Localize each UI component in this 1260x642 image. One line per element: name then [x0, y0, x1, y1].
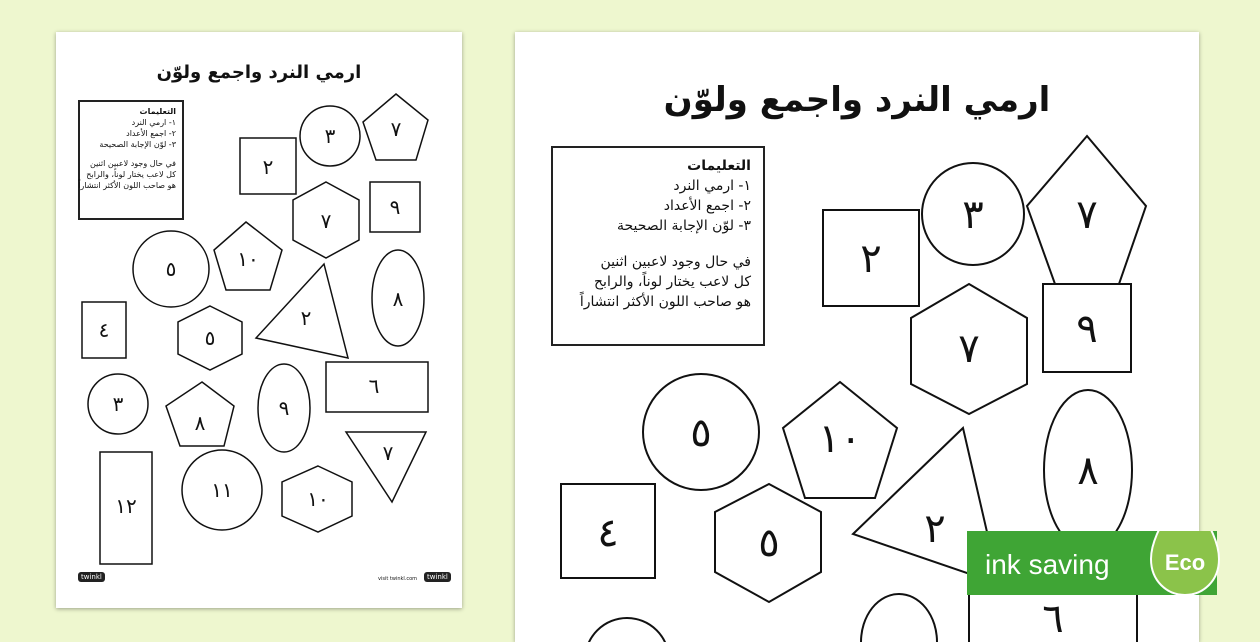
worksheet-title: ارمي النرد واجمع ولوّن: [156, 62, 362, 83]
number-label: ٩: [278, 396, 290, 420]
footer-url: visit twinkl.com: [378, 576, 418, 582]
number-label: ٣: [324, 124, 336, 148]
number-label: ٥: [758, 520, 780, 566]
worksheet-title: ارمي النرد واجمع ولوّن: [663, 80, 1051, 120]
instructions-heading: التعليمات: [687, 158, 751, 174]
number-label: ٢: [924, 506, 946, 552]
note-line-2: كل لاعب يختار لوناً، والرابح: [594, 274, 751, 290]
number-label: ٢: [300, 306, 312, 330]
number-label: ٨: [194, 411, 206, 435]
number-label: ٨: [1077, 448, 1099, 494]
number-label: ٣: [962, 192, 984, 238]
ink-saving-badge: [967, 531, 1231, 595]
step-3: ٣- لوّن الإجابة الصحيحة: [616, 218, 751, 234]
number-label: ٤: [98, 318, 110, 342]
number-label: ٥: [165, 257, 177, 281]
number-label: ١١: [211, 478, 233, 502]
step-2: ٢- اجمع الأعداد: [126, 129, 176, 138]
note-line-2: كل لاعب يختار لوناً، والرابح: [86, 170, 176, 179]
step-1: ١- ارمي النرد: [673, 178, 751, 194]
number-label: ٥: [204, 326, 216, 350]
badge-label: ink saving: [985, 549, 1110, 580]
number-label: ٧: [390, 117, 402, 141]
number-label: ٣: [112, 392, 124, 416]
number-label: ١٠: [818, 416, 862, 462]
step-3: ٣- لوّن الإجابة الصحيحة: [99, 140, 176, 149]
number-label: ٧: [958, 326, 980, 372]
note-line-1: في حال وجود لاعبين اثنين: [90, 159, 176, 168]
number-label: ١٢: [115, 494, 137, 518]
twinkl-badge-logo: twinkl: [424, 572, 451, 582]
note-line-3: هو صاحب اللون الأكثر انتشاراً: [78, 181, 176, 190]
number-label: ٦: [1042, 596, 1064, 642]
worksheet-thumbnail: [56, 32, 462, 608]
shapes-layer: [56, 32, 462, 608]
twinkl-logo: twinkl: [78, 572, 105, 582]
number-label: ٧: [1076, 192, 1098, 238]
number-label: ٧: [382, 441, 394, 465]
eco-label: Eco: [1164, 550, 1206, 575]
number-label: ٤: [597, 510, 619, 556]
number-label: ٦: [368, 374, 380, 398]
number-label: ٩: [389, 195, 401, 219]
number-label: ٢: [262, 155, 274, 179]
number-label: ٥: [690, 410, 712, 456]
number-label: ١٠: [307, 487, 329, 511]
ink-saving-badge-graphic: [967, 531, 1231, 595]
number-label: ٩: [1076, 306, 1098, 352]
instructions-heading: التعليمات: [139, 107, 176, 116]
number-label: ٧: [320, 209, 332, 233]
circle-shape: [585, 618, 669, 642]
note-line-3: هو صاحب اللون الأكثر انتشاراً: [579, 294, 751, 310]
note-line-1: في حال وجود لاعبين اثنين: [600, 254, 751, 270]
oval-shape: [861, 594, 937, 642]
number-label: ١٠: [237, 247, 259, 271]
number-label: ٢: [860, 236, 882, 282]
step-2: ٢- اجمع الأعداد: [663, 198, 751, 214]
number-label: ٨: [392, 287, 404, 311]
step-1: ١- ارمي النرد: [131, 118, 176, 127]
